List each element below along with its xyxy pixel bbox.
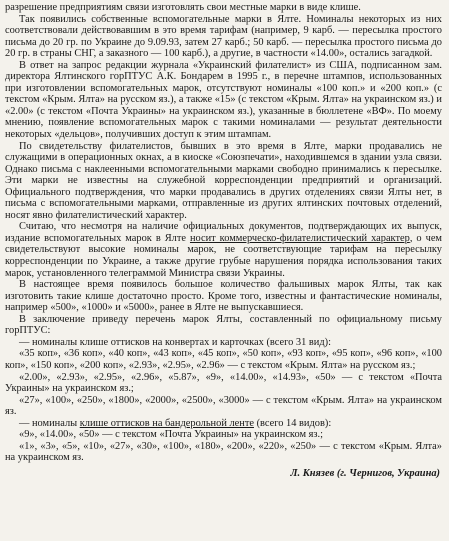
author-signature: Л. Князев (г. Чернигов, Украина) [290,467,440,479]
text-run: В настоящее время появилось большое количество фальшивых марок Ялты, так как изготовить такие клише достаточно просто. Кроме того, известны и фантастические номиналы, например «500», «1000» и «5000», ранее в Ялте не выпускавшиеся. [5,279,442,314]
article-paragraph [5,314,442,337]
article-paragraph [5,337,442,349]
article-paragraph [5,60,442,141]
article-paragraph [5,372,442,395]
text-run: «9», «14.00», «50» — с текстом «Почта Украины» на украинском яз.; [19,429,323,441]
text-run: разрешение предприятиям связи изготовлять свои местные марки в виде клише. [5,2,361,13]
article-paragraph [5,441,442,464]
article-paragraph [5,279,442,314]
text-run: Считаю, что несмотря на наличие официальных документов, подтверждающих их выпуск, издание вспомогательных марок в Ялте [5,221,442,244]
text-run: «1», «3», «5», «10», «27», «30», «100», «180», «200», «220», «250» — с текстом «Крым. Ялта» на украинском яз. [5,440,442,464]
text-run: (всего 14 видов): [253,417,332,429]
underlined-phrase: клише оттисков на бандерольной ленте [79,417,254,429]
text-run: В ответ на запрос редакции журнала «Украинский филателист» из США, подписанном зам. директора Ялтинского горПТУС А.К. Бондарем в 1995 г., в перечне штампов, использованных при изготовлении вспомогательных марок, отсутствуют номиналы «100 коп.» и «200 коп.» (с текстом «Крым. Ялта» на русском яз.), а также «15» (с текстом «Крым. Ялта» на украинском яз.) и «2.00» (с текстом «Почта Украины» на украинском яз.), указанные в бюллетене «ВФ». По моему мнению, появление вспомогательных марок с такими номиналами — результат деятельности некоторых «дельцов», получивших доступ к этим штампам. [5,59,442,141]
text-run: Так появились собственные вспомогательные марки в Ялте. Номиналы некоторых из них соответствовали действовавшим в это время тарифам (например, 9 карб. — пересылка простого письма до 20 гр. по Украине до 9.09.93, затем 27 карб.; 50 карб. — пересылка простого письма до 20 гр. в страны СНГ, а заказного — 100 карб.), а другие, в частности «14.00», остались загадкой. [5,13,442,60]
text-run: , о чем свидетельствуют высокие номиналы марок, не соответствующие тарифам на пересылку корреспонденции по Украине, а также другие грубые нарушения порядка использования таких марок, установленного телеграммой Министра связи Украины. [5,232,443,279]
text-run: «35 коп», «36 коп», «40 коп», «43 коп», «45 коп», «50 коп», «93 коп», «95 коп», «96 коп», «100 коп», «150 коп», «200 коп», «2.93», «2.95», «2.96» — с текстом «Крым. Ялта» на русском яз.; [5,348,442,371]
text-run: В заключение приведу перечень марок Ялты, составленный по официальному письму горПТУС: [5,313,442,337]
article-paragraph [5,418,442,430]
article-paragraph [5,348,442,371]
text-run: По свидетельству филателистов, бывших в это время в Ялте, марки продавались не служащими в операционных окнах, а в киоске «Союзпечати», находившемся в здании узла связи. Однако письма с наклеенными вспомогательными марками свободно принимались к пересылке. Эти марки не известны на служебной корреспонденции предприятий и организаций. Официального подтверждения, что марки продавались в других отделениях связи Ялты нет, в письма с вспомогательными марками, отправленные из других ялтинских почтовых отделений, носят явно филателистический характер. [5,140,442,221]
article-paragraph [5,141,442,222]
article-paragraph [5,429,442,441]
underlined-phrase: носит коммерческо-филателистический характер [189,232,410,244]
article-paragraph [5,221,442,279]
text-run: — номиналы [19,417,80,429]
article-paragraph [5,2,442,14]
text-run: «2.00», «2.93», «2.95», «2.96», «5.87», «9», «14.00», «14.93», «50» — с текстом «Почта Украины» на украинском яз.; [5,371,442,395]
text-run: — номиналы клише оттисков на конвертах и карточках (всего 31 вид): [19,336,331,348]
article-paragraph [5,14,442,60]
article-body [5,2,442,464]
text-run: «27», «100», «250», «1800», «2000», «2500», «3000» — с текстом «Крым. Ялта» на украинском яз. [5,394,442,418]
article-paragraph [5,395,442,418]
